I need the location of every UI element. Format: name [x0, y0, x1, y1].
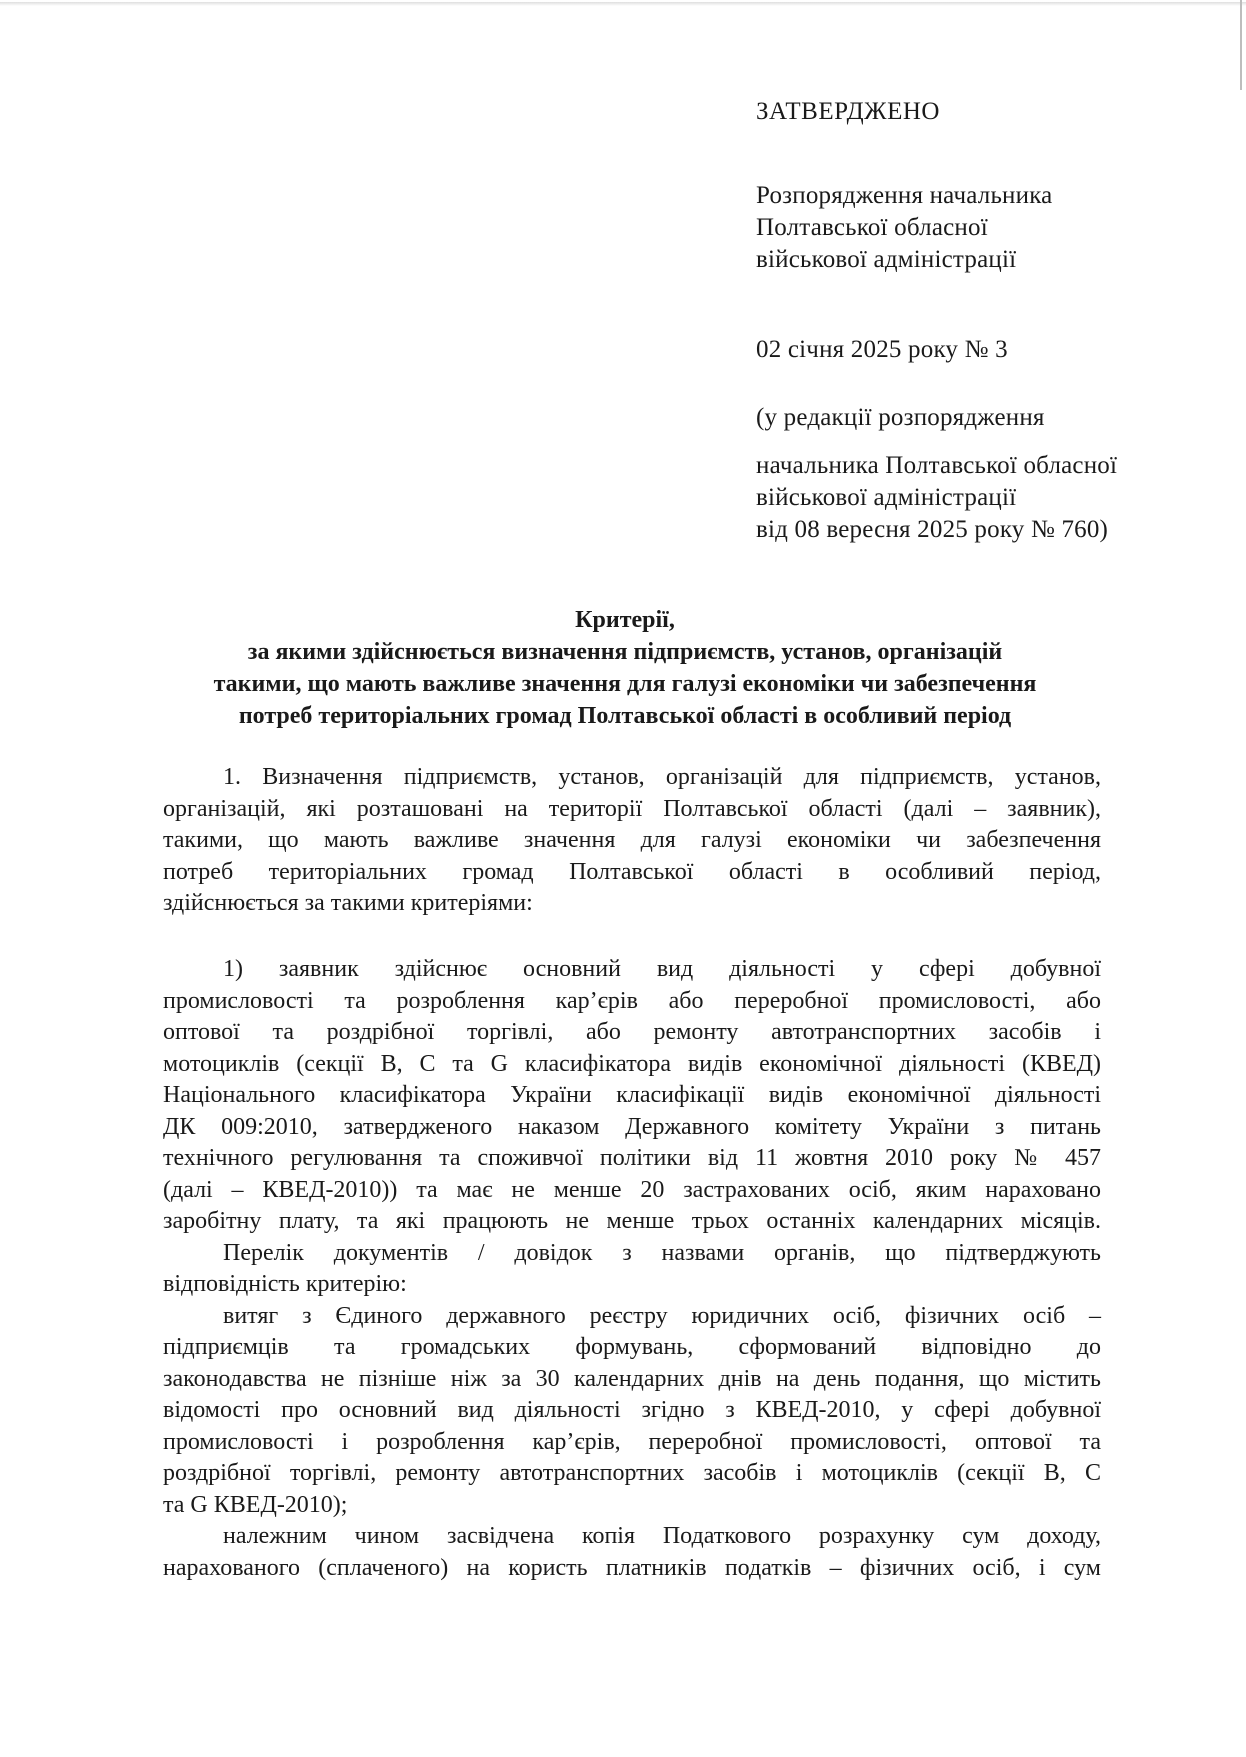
revision-note — [756, 450, 1117, 546]
extract-line: та G КВЕД-2010); — [163, 1491, 348, 1518]
text-line: здійснюється за такими критеріями: — [163, 890, 533, 916]
order-date-number: 02 січня 2025 року № 3 — [756, 336, 1008, 363]
revision-line: начальника Полтавської обласної — [756, 452, 1118, 479]
scan-edge — [0, 2, 1246, 6]
order-line: Розпорядження начальника — [756, 182, 1053, 209]
revision-line: військової адміністрації — [756, 484, 1017, 511]
revision-line: (у редакції розпорядження — [756, 404, 1045, 431]
text-line: промисловості та розроблення кар’єрів або переробної промисловості, або — [163, 987, 1101, 1014]
text-line: 1. Визначення підприємств, установ, організацій для підприємств, установ, — [223, 764, 1101, 790]
approval-heading — [756, 96, 940, 128]
scan-edge — [1240, 0, 1242, 90]
title-line: такими, що мають важливе значення для галузі економіки чи забезпечення — [213, 671, 1037, 697]
approval-order-reference — [756, 180, 1052, 276]
text-line: організацій, які розташовані на території Полтавської області (далі – заявник), — [163, 795, 1101, 822]
text-line: технічного регулювання та споживчої політики від 11 жовтня 2010 року № 457 — [163, 1145, 1101, 1171]
text-line: заробітну плату, та які працюють не менше трьох останніх календарних місяців. — [163, 1208, 1101, 1234]
extract-line: роздрібної торгівлі, ремонту автотранспортних засобів і мотоциклів (секції B, C — [163, 1460, 1101, 1486]
extract-line: відомості про основний вид діяльності згідно з КВЕД-2010, у сфері добувної — [163, 1397, 1101, 1423]
revision-note-open — [756, 402, 1045, 434]
documents-list-line: Перелік документів / довідок з назвами органів, що підтверджують — [223, 1239, 1101, 1266]
tax-copy-line: нарахованого (сплаченого) на користь платників податків – фізичних осіб, і сум — [163, 1554, 1101, 1581]
document-title — [150, 604, 1100, 732]
tax-copy-line: належним чином засвідчена копія Податкового розрахунку сум доходу, — [223, 1523, 1101, 1549]
text-line: оптової та роздрібної торгівлі, або ремонту автотранспортних засобів і — [163, 1019, 1101, 1045]
text-line: Національного класифікатора України класифікації видів економічної діяльності — [163, 1082, 1101, 1108]
text-line: мотоциклів (секції B, C та G класифікатора видів економічної діяльності (КВЕД) — [163, 1050, 1101, 1077]
title-line: потреб територіальних громад Полтавської області в особливий період — [238, 703, 1012, 729]
text-line: потреб територіальних громад Полтавської області в особливий період, — [163, 858, 1101, 885]
order-line: військової адміністрації — [756, 246, 1017, 273]
text-line: ДК 009:2010, затвердженого наказом Державного комітету України з питань — [163, 1113, 1101, 1140]
criteria-item-1 — [163, 954, 1101, 1584]
extract-line: підприємців та громадських формувань, сформований відповідно до — [163, 1334, 1101, 1360]
extract-line: промисловості і розроблення кар’єрів, переробної промисловості, оптової та — [163, 1428, 1101, 1455]
text-line: (далі – КВЕД-2010)) та має не менше 20 застрахованих осіб, яким нараховано — [163, 1176, 1101, 1203]
approval-date-number — [756, 334, 1008, 366]
revision-line: від 08 вересня 2025 року № 760) — [756, 516, 1109, 543]
title-line: за якими здійснюється визначення підприємств, установ, організацій — [247, 639, 1003, 665]
text-line: 1) заявник здійснює основний вид діяльності у сфері добувної — [223, 956, 1101, 982]
documents-list-line: відповідність критерію: — [163, 1271, 407, 1297]
extract-line: витяг з Єдиного державного реєстру юридичних осіб, фізичних осіб – — [223, 1302, 1101, 1329]
paragraph-1 — [163, 762, 1101, 920]
order-line: Полтавської обласної — [756, 214, 988, 241]
title-main: Критерії, — [575, 607, 675, 633]
text-line: такими, що мають важливе значення для галузі економіки чи забезпечення — [163, 827, 1101, 853]
approved-label: ЗАТВЕРДЖЕНО — [756, 98, 940, 125]
extract-line: законодавства не пізніше ніж за 30 календарних днів на день подання, що містить — [163, 1365, 1101, 1392]
